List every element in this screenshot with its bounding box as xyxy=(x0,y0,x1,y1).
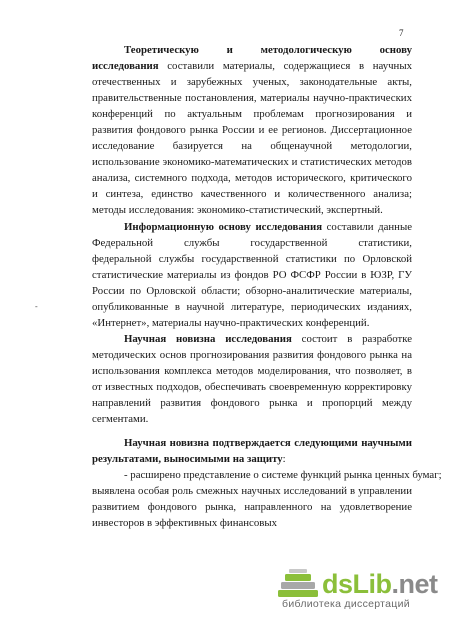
paragraph-line: федеральной службы государственной статистики по Орловской xyxy=(92,252,412,265)
paragraph-line: опубликованные в научной литературе, периодических изданиях, xyxy=(92,300,412,313)
paragraph-line: Информационную основу исследования составили данные xyxy=(124,220,412,233)
paragraph-line: исследования составили материалы, содержащиеся в научных xyxy=(92,60,412,73)
watermark-subtitle: библиотека диссертаций xyxy=(282,598,410,610)
paragraph-line: и синтеза, единство качественного и количественного анализа; xyxy=(92,188,412,201)
paragraph-line: Теоретическую и методологическую основу xyxy=(124,44,412,56)
paragraph-line: методы исследования: экономико-статистический, экспертный. xyxy=(92,204,383,217)
paragraph-line: методических основ прогнозирования развития фондового рынка на xyxy=(92,348,412,361)
paragraph-line: конференций по актуальным проблемам прогнозирования и xyxy=(92,108,412,121)
paragraph-line: результатами, выносимыми на защиту: xyxy=(92,453,286,466)
paragraph-line: Научная новизна подтверждается следующими научными xyxy=(124,437,412,450)
paragraph-line: развития фондового рынка России и ее регионов. Диссертационное xyxy=(92,124,412,137)
paragraph-line: направлений развития фондового рынка и пропорций между xyxy=(92,397,412,410)
dslib-watermark xyxy=(268,564,450,618)
paragraph-line: развитием фондового рынка, направленного на удовлетворение xyxy=(92,501,412,514)
document-body xyxy=(92,42,442,531)
paragraph-line: отечественных и зарубежных ученых, законодательные акты, xyxy=(92,76,412,89)
page-number: 7 xyxy=(399,28,404,38)
paragraph-line: Научная новизна исследования состоит в разработке xyxy=(124,332,412,345)
paragraph-line: - расширено представление о системе функций рынка ценных бумаг; xyxy=(124,469,442,482)
margin-mark: - xyxy=(35,302,38,311)
paragraph-line: правительственные постановления, материалы научно-практических xyxy=(92,92,412,105)
books-stack-icon xyxy=(276,568,320,600)
paragraph-line: сегментами. xyxy=(92,413,149,426)
paragraph-line: анализа, системного подхода, методов исторического, критического xyxy=(92,172,412,185)
paragraph-line: от известных подходов, обеспечивать своевременную корректировку xyxy=(92,380,412,393)
watermark-brand: dsLib.net xyxy=(322,568,438,599)
paragraph-line: статистические материалы из фондов РО ФСФР России в ЮЗР, ГУ xyxy=(92,268,412,281)
paragraph-line: использование экономико-математических и статистических методов xyxy=(92,156,412,169)
paragraph-line: Федеральной службы государственной статистики, xyxy=(92,236,412,249)
paragraph-line: исследование базируется на общенаучной методологии, xyxy=(92,140,412,153)
paragraph-line: использования комплекса методов моделирования, что позволяет, в xyxy=(92,364,412,377)
paragraph-line: инвесторов в эффективных финансовых xyxy=(92,517,277,530)
paragraph-line: России по Орловской области; обзорно-аналитические материалы, xyxy=(92,284,412,297)
paragraph-line: выявлена особая роль смежных научных исследований в управлении xyxy=(92,485,412,498)
paragraph-line: «Интернет», материалы научно-практических конференций. xyxy=(92,316,370,329)
